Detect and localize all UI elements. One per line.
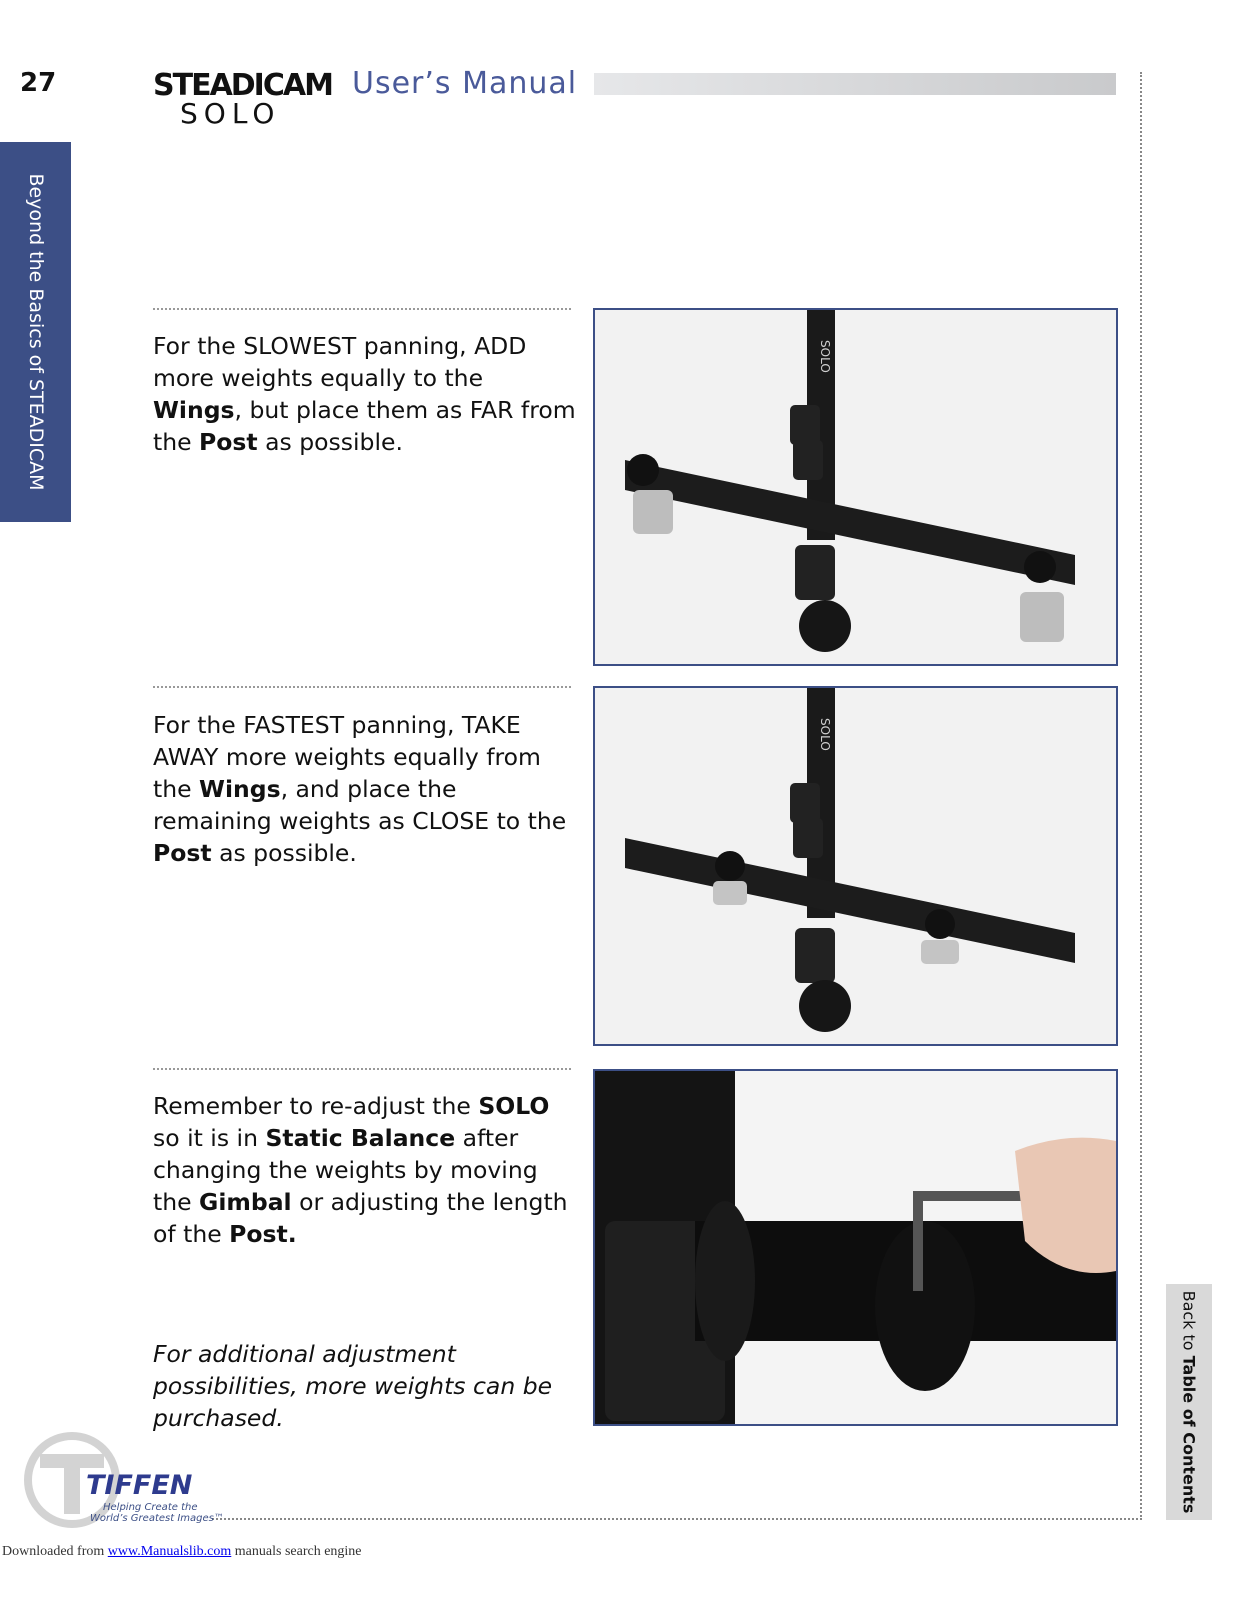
tiffen-tagline-2: World’s Greatest Images™ [90, 1513, 224, 1524]
photo-wings-far [593, 308, 1118, 666]
photo-wings-close [593, 686, 1118, 1046]
body-text: , but place them as FAR from the [153, 396, 576, 456]
back-to-toc-button[interactable] [1166, 1284, 1212, 1520]
section-divider [153, 308, 571, 310]
post-label: SOLO [818, 718, 832, 751]
emphasized-term: SOLO [478, 1092, 550, 1120]
body-text: Remember to re-adjust the [153, 1092, 479, 1120]
tiffen-tagline-1: Helping Create the [103, 1502, 198, 1513]
body-text: For the FASTEST panning, TAKE AWAY more weights equally from the [153, 711, 541, 803]
body-text: , and place the remaining weights as CLOSE to the [153, 775, 567, 835]
emphasized-term: Post [153, 839, 212, 867]
page-number: 27 [20, 68, 57, 98]
instruction-fastest [153, 709, 578, 869]
body-text: For the SLOWEST panning, ADD more weights equally to the [153, 332, 527, 392]
emphasized-term: Wings [199, 775, 281, 803]
section-divider [153, 1068, 571, 1070]
post-label: SOLO [818, 340, 832, 373]
body-text: after changing the weights by moving the [153, 1124, 538, 1216]
right-dotted-rule [1140, 72, 1142, 1520]
manual-title: User’s Manual [352, 66, 578, 101]
sled-wings-far-illustration [595, 310, 1116, 664]
emphasized-term: Post [199, 428, 258, 456]
weights-note: For additional adjustment possibilities, more weights can be purchased. [153, 1340, 553, 1432]
instruction-slowest [153, 330, 578, 458]
manualslib-link[interactable]: www.Manualslib.com [107, 1544, 232, 1559]
section-divider [153, 686, 571, 688]
body-text: or adjusting the length of the [153, 1188, 568, 1248]
bottom-dotted-rule [212, 1518, 1142, 1520]
header-bar [594, 73, 1116, 95]
chapter-tab-label: Beyond the Basics of STEADICAM [24, 173, 47, 491]
steadicam-logo: STEADICAM [153, 68, 332, 103]
emphasized-term: Gimbal [199, 1188, 292, 1216]
emphasized-term: Static Balance [265, 1124, 456, 1152]
body-text: so it is in [153, 1124, 266, 1152]
back-to-toc-label: Back to Table of Contents [1179, 1290, 1199, 1514]
sled-wings-close-illustration [595, 688, 1116, 1044]
emphasized-term: Wings [153, 396, 235, 424]
tiffen-name: TIFFEN [86, 1470, 193, 1501]
solo-logo: SOLO [180, 97, 281, 130]
body-text: as possible. [257, 428, 403, 456]
download-footer: Downloaded from www.Manualslib.com manuals search engine [2, 1544, 362, 1559]
instruction-readjust [153, 1090, 578, 1250]
gimbal-adjust-illustration [595, 1071, 1116, 1424]
photo-gimbal-adjust [593, 1069, 1118, 1426]
chapter-tab [0, 142, 71, 522]
emphasized-term: Post. [229, 1220, 297, 1248]
body-text: as possible. [211, 839, 357, 867]
